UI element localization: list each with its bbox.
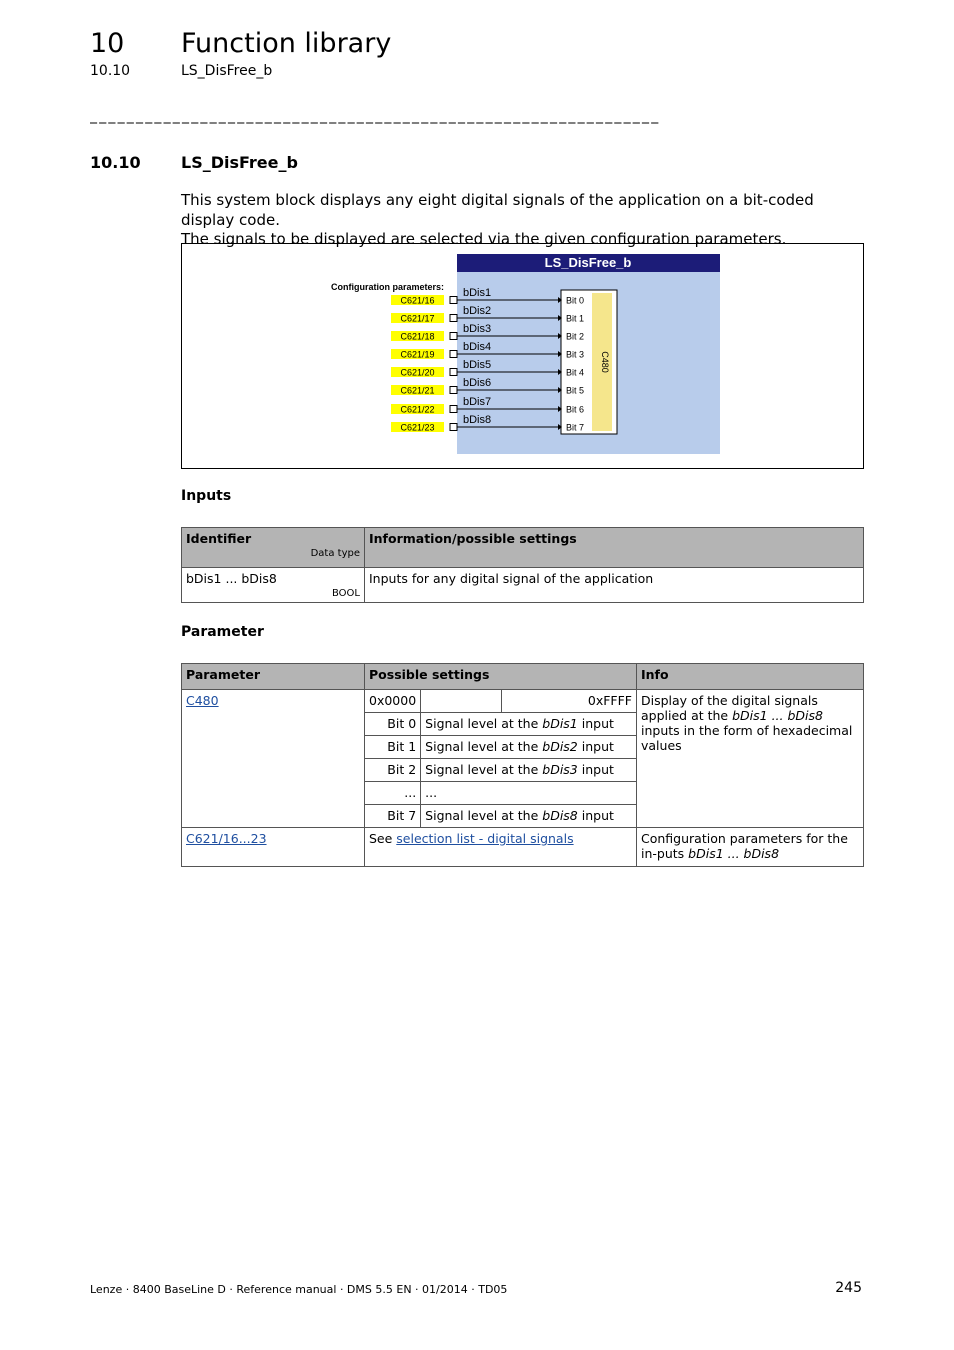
bit-description <box>421 805 637 828</box>
header-section-title: LS_DisFree_b <box>181 63 273 79</box>
config-param-label: C621/19 <box>400 349 435 360</box>
inputs-heading: Inputs <box>181 488 232 504</box>
c621-see-text: See <box>369 831 397 846</box>
input-port <box>450 351 457 358</box>
bit-label: Bit 3 <box>566 349 585 360</box>
bit-label: Bit 2 <box>566 331 585 342</box>
datatype-value: BOOL <box>332 588 360 599</box>
signal-label: bDis3 <box>463 323 492 335</box>
block-diagram <box>181 243 864 469</box>
col-identifier-label: Identifier <box>186 531 252 546</box>
c480-link[interactable]: C480 <box>186 693 219 708</box>
config-param-label: C621/17 <box>400 313 435 324</box>
identifier-cell <box>182 568 365 603</box>
input-port <box>450 387 457 394</box>
bit-desc-post: input <box>577 808 614 823</box>
bit-label: Bit 1 <box>365 736 421 759</box>
col-possible-settings: Possible settings <box>365 664 637 690</box>
c621-link[interactable]: C621/16...23 <box>186 831 267 846</box>
config-params-label: Configuration parameters: <box>330 282 444 292</box>
info-cell: Inputs for any digital signal of the application <box>365 568 864 603</box>
bit-label: Bit 5 <box>566 385 585 396</box>
input-port <box>450 297 457 304</box>
bit-desc-pre: Signal level at the <box>425 739 543 754</box>
page-number: 245 <box>835 1280 862 1296</box>
bit-desc-pre: Signal level at the <box>425 762 543 777</box>
col-identifier <box>182 528 365 568</box>
bit-desc-signal: bDis2 <box>542 739 578 754</box>
bit-label: Bit 2 <box>365 759 421 782</box>
col-datatype-label: Data type <box>310 548 360 559</box>
c480-info-text-a: Display of the digital signals applied at the <box>641 693 818 723</box>
bit-label: Bit 6 <box>566 404 585 415</box>
bit-desc-pre: Signal level at the <box>425 808 543 823</box>
bit-description <box>421 713 637 736</box>
c621-info <box>637 828 864 867</box>
col-parameter: Parameter <box>182 664 365 690</box>
bit-label: Bit 7 <box>365 805 421 828</box>
bit-description <box>421 736 637 759</box>
signal-label: bDis6 <box>463 377 492 389</box>
footer-text: Lenze · 8400 BaseLine D · Reference manual · DMS 5.5 EN · 01/2014 · TD05 <box>90 1283 508 1296</box>
intro-paragraph <box>181 191 871 250</box>
section-number: 10.10 <box>90 153 141 172</box>
input-port <box>450 315 457 322</box>
c621-info-text: Configuration parameters for the in-puts <box>641 831 848 861</box>
signal-label: bDis1 <box>463 287 492 299</box>
section-title: LS_DisFree_b <box>181 153 298 172</box>
config-param-label: C621/21 <box>400 385 435 396</box>
config-param-label: C621/20 <box>400 367 435 378</box>
signal-label: bDis7 <box>463 396 492 408</box>
bit-desc-pre: Signal level at the <box>425 716 543 731</box>
table-row <box>182 828 864 867</box>
signal-label: bDis5 <box>463 359 492 371</box>
bit-label: Bit 4 <box>566 367 585 378</box>
input-port <box>450 406 457 413</box>
bit-label: Bit 0 <box>365 713 421 736</box>
intro-line-1: This system block displays any eight digital signals of the application on a bit-coded display code. <box>181 191 814 229</box>
c480-min-value: 0x0000 <box>365 690 421 713</box>
chapter-number: 10 <box>90 28 125 59</box>
config-param-label: C621/18 <box>400 331 435 342</box>
header-section-number: 10.10 <box>90 63 131 79</box>
c480-info-text-c: inputs in the form of hexadecimal values <box>641 723 853 753</box>
config-param-label: C621/23 <box>400 422 435 433</box>
c480-range-spacer <box>421 690 502 713</box>
chapter-title: Function library <box>181 28 392 59</box>
bit-label: Bit 7 <box>566 422 585 433</box>
c621-settings <box>365 828 637 867</box>
bit-label: Bit 1 <box>566 313 585 324</box>
bit-desc-post: input <box>577 762 614 777</box>
table-row <box>182 690 864 713</box>
param-c621-cell <box>182 828 365 867</box>
c480-max-value: 0xFFFF <box>502 690 637 713</box>
signal-label: bDis4 <box>463 341 492 353</box>
intro-line-2: The signals to be displayed are selected via the given configuration parameters. <box>181 230 787 248</box>
col-info: Information/possible settings <box>365 528 864 568</box>
input-port <box>450 424 457 431</box>
bit-desc-pre: ... <box>425 785 438 800</box>
header-divider: ______________________________________________________________ <box>90 108 661 124</box>
param-c480-cell <box>182 690 365 828</box>
block-title: LS_DisFree_b <box>544 255 632 270</box>
signal-label: bDis2 <box>463 305 492 317</box>
signal-label: bDis8 <box>463 414 492 426</box>
input-port <box>450 333 457 340</box>
c480-info <box>637 690 864 828</box>
bit-desc-signal: bDis1 <box>542 716 578 731</box>
identifier-value: bDis1 ... bDis8 <box>186 571 277 586</box>
bit-label: Bit 0 <box>566 295 585 306</box>
col-info: Info <box>637 664 864 690</box>
inputs-header-row <box>182 528 864 568</box>
parameter-table <box>181 663 864 867</box>
bit-label: ... <box>365 782 421 805</box>
selection-list-link[interactable]: selection list - digital signals <box>396 831 574 846</box>
bit-desc-post: input <box>577 716 614 731</box>
config-param-label: C621/16 <box>400 295 435 306</box>
inputs-table <box>181 527 864 603</box>
c480-info-signals: bDis1 ... bDis8 <box>732 708 823 723</box>
output-code-label: C480 <box>600 351 610 373</box>
config-param-label: C621/22 <box>400 404 435 415</box>
bit-desc-signal: bDis3 <box>542 762 578 777</box>
table-row <box>182 568 864 603</box>
c621-info-signals: bDis1 ... bDis8 <box>688 846 780 861</box>
bit-description <box>421 759 637 782</box>
bit-desc-post: input <box>577 739 614 754</box>
bit-desc-signal: bDis8 <box>542 808 578 823</box>
parameter-header-row <box>182 664 864 690</box>
bit-description <box>421 782 637 805</box>
parameter-heading: Parameter <box>181 624 264 640</box>
input-port <box>450 369 457 376</box>
